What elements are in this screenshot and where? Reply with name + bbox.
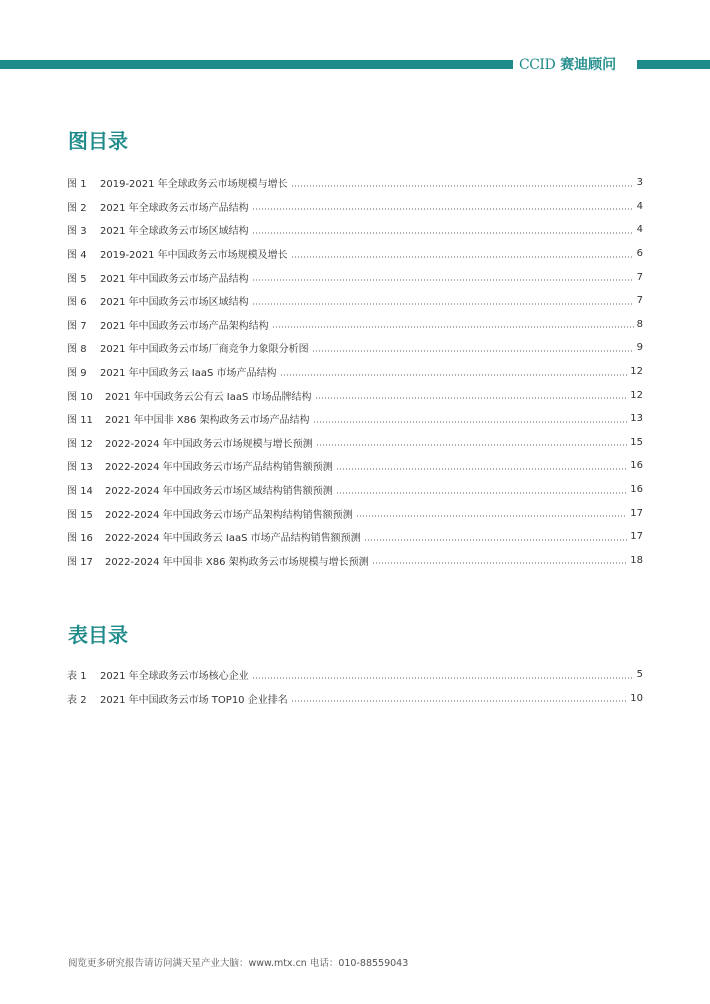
toc-entry-text: 2021 年全球政务云市场产品结构	[100, 202, 249, 214]
toc-entry[interactable]	[67, 242, 643, 266]
toc-entry-number: 8	[80, 344, 87, 356]
toc-dot-leader	[291, 700, 628, 702]
toc-entry-prefix: 图	[67, 462, 77, 474]
toc-entry-index	[67, 293, 100, 308]
toc-dot-leader	[272, 326, 634, 328]
toc-entry-prefix: 图	[67, 438, 77, 450]
toc-dot-leader	[336, 468, 628, 470]
toc-dot-leader	[291, 256, 634, 258]
toc-entry-page: 3	[636, 177, 643, 189]
toc-entry-index	[67, 270, 100, 285]
toc-entry-prefix: 图	[67, 486, 77, 498]
toc-entry[interactable]	[67, 289, 643, 313]
toc-entry-prefix: 表	[67, 671, 77, 683]
toc-entry-index	[67, 435, 105, 450]
toc-entry[interactable]	[67, 313, 643, 337]
toc-entry-page: 12	[630, 366, 643, 378]
toc-entry-page: 16	[630, 484, 643, 496]
toc-entry-label	[67, 246, 288, 261]
toc-entry-index	[67, 364, 100, 379]
toc-entry-index	[67, 317, 100, 332]
toc-entry-label	[67, 482, 333, 497]
toc-entry-text: 2021 年中国政务云 IaaS 市场产品结构	[100, 368, 277, 380]
toc-entry-text: 2022-2024 年中国非 X86 架构政务云市场规模与增长预测	[105, 556, 369, 568]
toc-entry-prefix: 图	[67, 250, 77, 262]
toc-entry[interactable]	[67, 336, 643, 360]
toc-entry[interactable]	[67, 478, 643, 502]
toc-entry-text: 2022-2024 年中国政务云市场规模与增长预测	[105, 438, 313, 450]
toc-entry[interactable]	[67, 407, 643, 431]
toc-entry[interactable]	[67, 663, 643, 687]
toc-entry[interactable]	[67, 218, 643, 242]
toc-entry-page: 12	[630, 389, 643, 401]
toc-entry-label	[67, 506, 353, 521]
toc-entry-number: 1	[80, 179, 87, 191]
toc-dot-leader	[291, 185, 634, 187]
toc-entry-page: 17	[630, 531, 643, 543]
toc-entry-page: 4	[636, 200, 643, 212]
toc-entry-index	[67, 482, 105, 497]
toc-entry-prefix: 图	[67, 179, 77, 191]
header-bar-right	[637, 60, 710, 69]
ccid-logo-text: CCID	[519, 57, 556, 73]
toc-entry-text: 2021 年全球政务云市场核心企业	[100, 671, 249, 683]
toc-entry-index	[67, 691, 100, 706]
toc-entry-text: 2022-2024 年中国政务云市场区域结构销售额预测	[105, 486, 333, 498]
toc-entry[interactable]	[67, 525, 643, 549]
toc-entry-text: 2021 年中国政务云市场 TOP10 企业排名	[100, 694, 288, 706]
toc-entry-label	[67, 270, 249, 285]
toc-entry[interactable]	[67, 171, 643, 195]
toc-dot-leader	[252, 279, 634, 281]
toc-dot-leader	[313, 421, 628, 423]
toc-entry-text: 2022-2024 年中国政务云市场产品结构销售额预测	[105, 462, 333, 474]
toc-entry-prefix: 图	[67, 226, 77, 238]
toc-entry-prefix: 图	[67, 273, 77, 285]
toc-entry-page: 5	[636, 669, 643, 681]
toc-entry[interactable]	[67, 360, 643, 384]
toc-dot-leader	[364, 539, 628, 541]
toc-entry-number: 10	[80, 391, 93, 403]
toc-entry-number: 12	[80, 438, 93, 450]
tables-section-title: 表目录	[68, 623, 128, 647]
toc-entry-text: 2022-2024 年中国政务云市场产品架构结构销售额预测	[105, 509, 353, 521]
toc-entry-number: 2	[80, 694, 87, 706]
toc-entry-label	[67, 691, 288, 706]
toc-entry-label	[67, 175, 288, 190]
toc-entry-index	[67, 222, 100, 237]
toc-entry-number: 17	[80, 556, 93, 568]
toc-entry-prefix: 图	[67, 533, 77, 545]
figures-toc-list	[67, 171, 643, 572]
toc-entry[interactable]	[67, 195, 643, 219]
toc-entry-text: 2021 年中国政务云市场产品架构结构	[100, 320, 269, 332]
toc-dot-leader	[372, 562, 628, 564]
toc-entry[interactable]	[67, 454, 643, 478]
toc-dot-leader	[252, 677, 634, 679]
toc-entry-text: 2021 年中国政务云市场产品结构	[100, 273, 249, 285]
toc-entry-number: 3	[80, 226, 87, 238]
toc-entry-index	[67, 506, 105, 521]
toc-entry-number: 5	[80, 273, 87, 285]
toc-entry-page: 4	[636, 224, 643, 236]
toc-entry-prefix: 图	[67, 320, 77, 332]
toc-dot-leader	[252, 303, 634, 305]
toc-entry-text: 2021 年中国政务云市场区域结构	[100, 297, 249, 309]
toc-entry-number: 7	[80, 320, 87, 332]
toc-entry[interactable]	[67, 383, 643, 407]
toc-entry[interactable]	[67, 687, 643, 711]
toc-entry-number: 1	[80, 671, 87, 683]
toc-entry-text: 2022-2024 年中国政务云 IaaS 市场产品结构销售额预测	[105, 533, 361, 545]
toc-dot-leader	[316, 444, 628, 446]
figures-section-title: 图目录	[68, 129, 128, 153]
toc-entry-text: 2019-2021 年中国政务云市场规模及增长	[100, 250, 288, 262]
toc-entry-number: 2	[80, 202, 87, 214]
toc-entry-text: 2019-2021 年全球政务云市场规模与增长	[100, 179, 288, 191]
toc-entry-label	[67, 667, 249, 682]
toc-entry-number: 13	[80, 462, 93, 474]
toc-entry-page: 10	[630, 692, 643, 704]
toc-entry-label	[67, 458, 333, 473]
toc-dot-leader	[252, 208, 634, 210]
toc-entry-index	[67, 458, 105, 473]
toc-entry-number: 14	[80, 486, 93, 498]
toc-entry[interactable]	[67, 549, 643, 573]
toc-entry-label	[67, 553, 369, 568]
toc-entry-page: 17	[630, 507, 643, 519]
toc-entry-number: 6	[80, 297, 87, 309]
brand-logo	[519, 56, 633, 74]
toc-dot-leader	[356, 515, 628, 517]
brand-name: 赛迪顾问	[560, 57, 617, 73]
toc-dot-leader	[312, 350, 634, 352]
toc-entry-index	[67, 529, 105, 544]
toc-entry-text: 2021 年中国政务云市场厂商竞争力象限分析图	[100, 344, 309, 356]
toc-entry-label	[67, 435, 313, 450]
toc-entry-page: 13	[630, 413, 643, 425]
toc-entry-number: 9	[80, 368, 87, 380]
page-footer: 阅览更多研究报告请访问满天星产业大脑：www.mtx.cn 电话：010-88559043	[68, 958, 409, 969]
toc-entry-index	[67, 411, 105, 426]
toc-entry-page: 7	[636, 295, 643, 307]
toc-entry-text: 2021 年中国非 X86 架构政务云市场产品结构	[105, 415, 310, 427]
toc-entry-page: 15	[630, 436, 643, 448]
toc-dot-leader	[315, 397, 628, 399]
toc-entry-index	[67, 340, 100, 355]
tables-toc-list	[67, 663, 643, 710]
toc-entry-prefix: 表	[67, 694, 77, 706]
toc-entry-index	[67, 388, 105, 403]
toc-entry-index	[67, 667, 100, 682]
toc-entry-text: 2021 年全球政务云市场区域结构	[100, 226, 249, 238]
toc-entry-prefix: 图	[67, 344, 77, 356]
toc-entry-label	[67, 411, 310, 426]
toc-entry-number: 15	[80, 509, 93, 521]
toc-entry-page: 8	[636, 318, 643, 330]
toc-entry[interactable]	[67, 265, 643, 289]
toc-entry-label	[67, 340, 309, 355]
toc-entry-label	[67, 529, 361, 544]
toc-entry-index	[67, 175, 100, 190]
toc-entry-prefix: 图	[67, 415, 77, 427]
toc-entry-prefix: 图	[67, 202, 77, 214]
toc-entry-prefix: 图	[67, 509, 77, 521]
toc-entry-number: 16	[80, 533, 93, 545]
toc-entry-text: 2021 年中国政务云公有云 IaaS 市场品牌结构	[105, 391, 312, 403]
toc-entry-index	[67, 199, 100, 214]
toc-entry-label	[67, 388, 312, 403]
toc-entry-index	[67, 246, 100, 261]
toc-entry-label	[67, 364, 277, 379]
toc-entry-label	[67, 222, 249, 237]
toc-entry-page: 16	[630, 460, 643, 472]
toc-entry-label	[67, 293, 249, 308]
header-bar-left	[0, 60, 513, 69]
toc-entry-index	[67, 553, 105, 568]
toc-dot-leader	[252, 232, 634, 234]
toc-entry[interactable]	[67, 501, 643, 525]
toc-entry-prefix: 图	[67, 556, 77, 568]
toc-entry[interactable]	[67, 431, 643, 455]
toc-entry-prefix: 图	[67, 368, 77, 380]
toc-entry-number: 4	[80, 250, 87, 262]
toc-dot-leader	[336, 492, 628, 494]
toc-entry-number: 11	[80, 415, 93, 427]
toc-entry-prefix: 图	[67, 391, 77, 403]
toc-dot-leader	[280, 374, 628, 376]
toc-entry-page: 7	[636, 271, 643, 283]
toc-entry-label	[67, 199, 249, 214]
toc-entry-page: 9	[636, 342, 643, 354]
toc-entry-page: 6	[636, 248, 643, 260]
toc-entry-label	[67, 317, 269, 332]
toc-entry-page: 18	[630, 554, 643, 566]
toc-entry-prefix: 图	[67, 297, 77, 309]
